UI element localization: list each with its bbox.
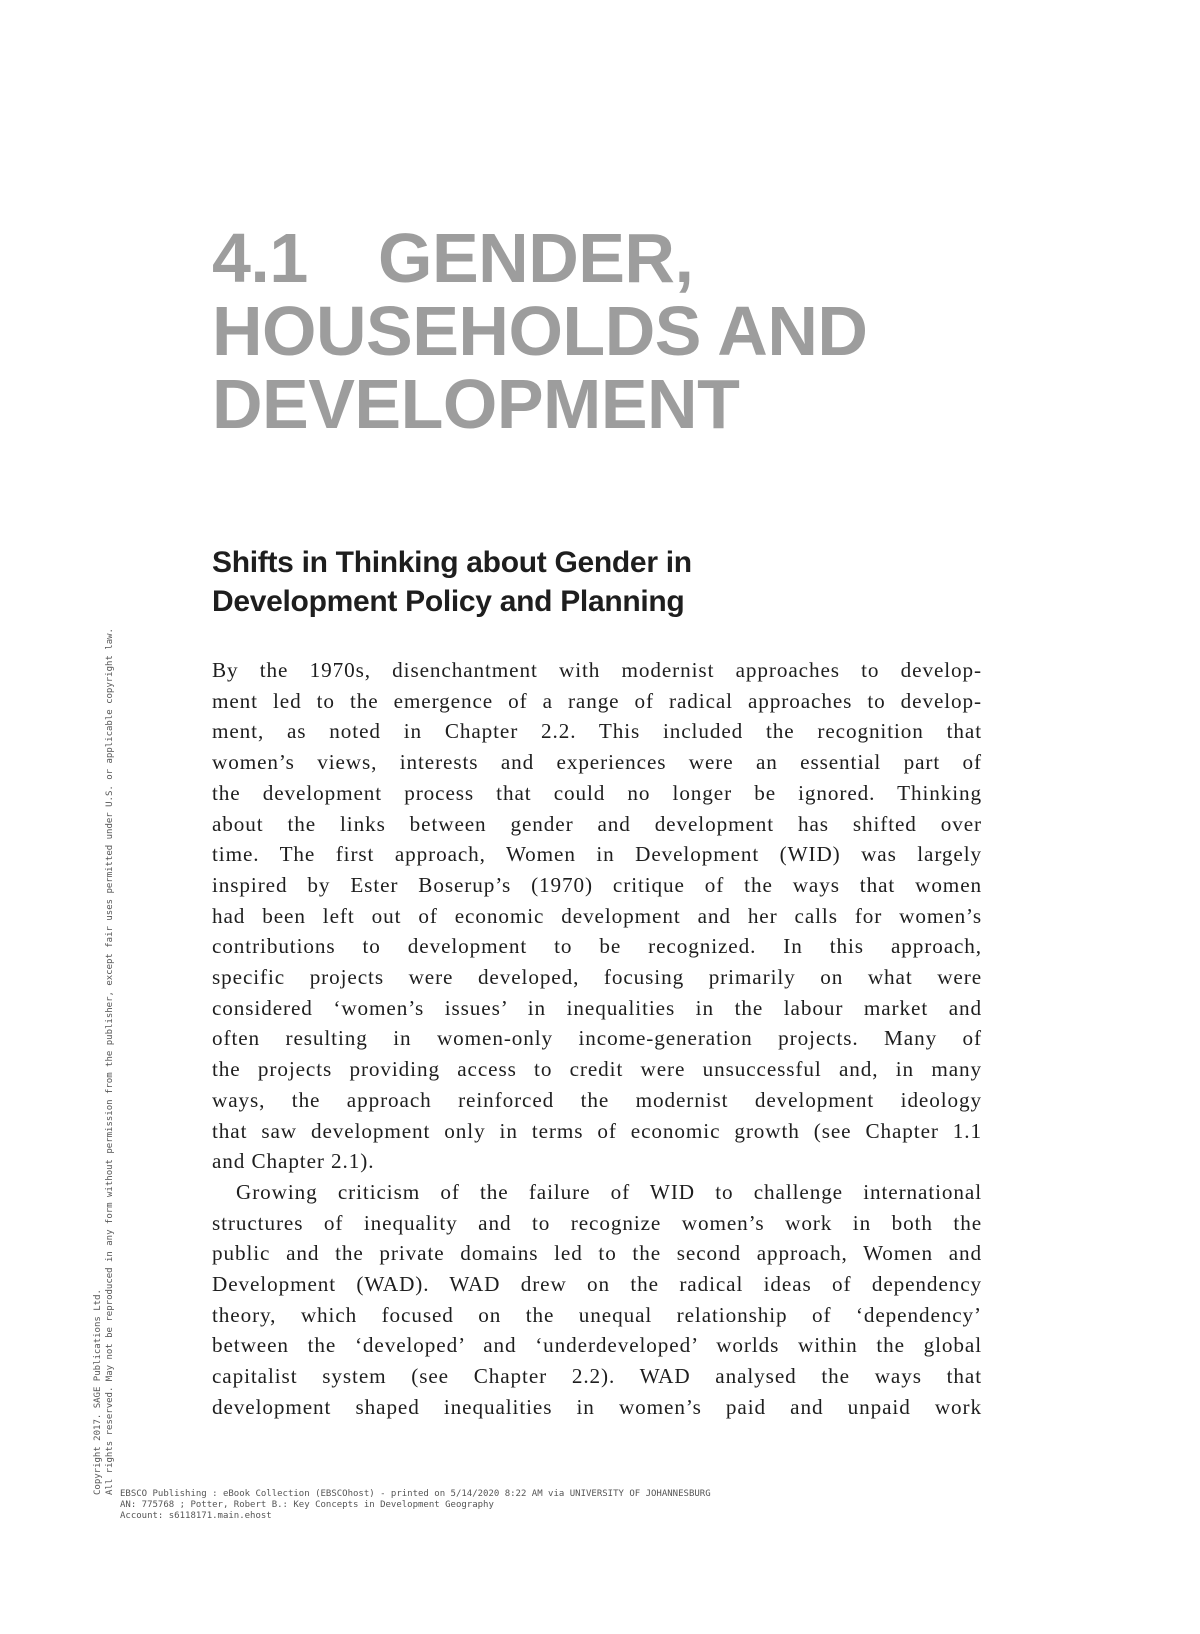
text-line: ment, as noted in Chapter 2.2. This included the recognition that	[212, 719, 982, 744]
chapter-title	[212, 219, 972, 443]
text-line: the development process that could no longer be ignored. Thinking	[212, 780, 982, 805]
text-line: the projects providing access to credit were unsuccessful and, in many	[212, 1057, 982, 1082]
footer-line: Account: s6118171.main.ehost	[120, 1511, 272, 1521]
text-line: women’s views, interests and experiences were an essential part of	[212, 750, 982, 775]
paragraph	[212, 655, 982, 1177]
text-line: about the links between gender and development has shifted over	[212, 811, 982, 836]
body-text	[212, 655, 982, 1423]
text-line: By the 1970s, disenchantment with modernist approaches to develop-	[212, 658, 982, 682]
text-line: public and the private domains led to the second approach, Women and	[212, 1241, 982, 1266]
text-line: theory, which focused on the unequal relationship of ‘dependency’	[212, 1302, 982, 1327]
text-line: specific projects were developed, focusing primarily on what were	[212, 965, 982, 990]
text-line: considered ‘women’s issues’ in inequalities in the labour market and	[212, 995, 982, 1020]
text-line: had been left out of economic development and her calls for women’s	[212, 903, 982, 928]
text-line: ment led to the emergence of a range of radical approaches to develop-	[212, 688, 982, 713]
text-line: time. The first approach, Women in Development (WID) was largely	[212, 842, 982, 867]
text-line: Development (WAD). WAD drew on the radical ideas of dependency	[212, 1272, 982, 1297]
text-line: capitalist system (see Chapter 2.2). WAD analysed the ways that	[212, 1364, 982, 1389]
chapter-title-line-3: DEVELOPMENT	[212, 365, 740, 443]
section-heading	[212, 543, 972, 621]
text-line: ways, the approach reinforced the modernist development ideology	[212, 1087, 982, 1112]
section-heading-line-2: Development Policy and Planning	[212, 585, 685, 618]
text-line: Growing criticism of the failure of WID to challenge international	[236, 1179, 982, 1204]
chapter-title-line-2: HOUSEHOLDS AND	[212, 292, 868, 370]
text-line: that saw development only in terms of economic growth (see Chapter 1.1	[212, 1118, 982, 1143]
text-line: and Chapter 2.1).	[212, 1149, 375, 1174]
rights-line: All rights reserved. May not be reproduced in any form without permission from the publisher, except fair uses permitted under U.S. or applicable copyright law.	[105, 628, 115, 1495]
text-line: structures of inequality and to recognize women’s work in both the	[212, 1210, 982, 1235]
chapter-title-line-1: GENDER,	[378, 219, 694, 297]
section-heading-line-1: Shifts in Thinking about Gender in	[212, 546, 692, 579]
copyright-notice	[92, 295, 128, 1495]
footer-line: EBSCO Publishing : eBook Collection (EBSCOhost) - printed on 5/14/2020 8:22 AM via UNIVERSITY OF JOHANNESBURG	[120, 1489, 711, 1499]
text-line: often resulting in women-only income-generation projects. Many of	[212, 1026, 982, 1051]
copyright-line: Copyright 2017. SAGE Publications Ltd.	[93, 1289, 103, 1495]
text-line: inspired by Ester Boserup’s (1970) critique of the ways that women	[212, 872, 982, 897]
text-line: contributions to development to be recognized. In this approach,	[212, 934, 982, 959]
paragraph	[212, 1177, 982, 1423]
text-line: between the ‘developed’ and ‘underdeveloped’ worlds within the global	[212, 1333, 982, 1358]
text-line: development shaped inequalities in women’s paid and unpaid work	[212, 1394, 982, 1419]
download-footer	[120, 1489, 711, 1522]
footer-line: AN: 775768 ; Potter, Robert B.: Key Concepts in Development Geography	[120, 1500, 494, 1510]
chapter-number: 4.1	[212, 219, 308, 297]
